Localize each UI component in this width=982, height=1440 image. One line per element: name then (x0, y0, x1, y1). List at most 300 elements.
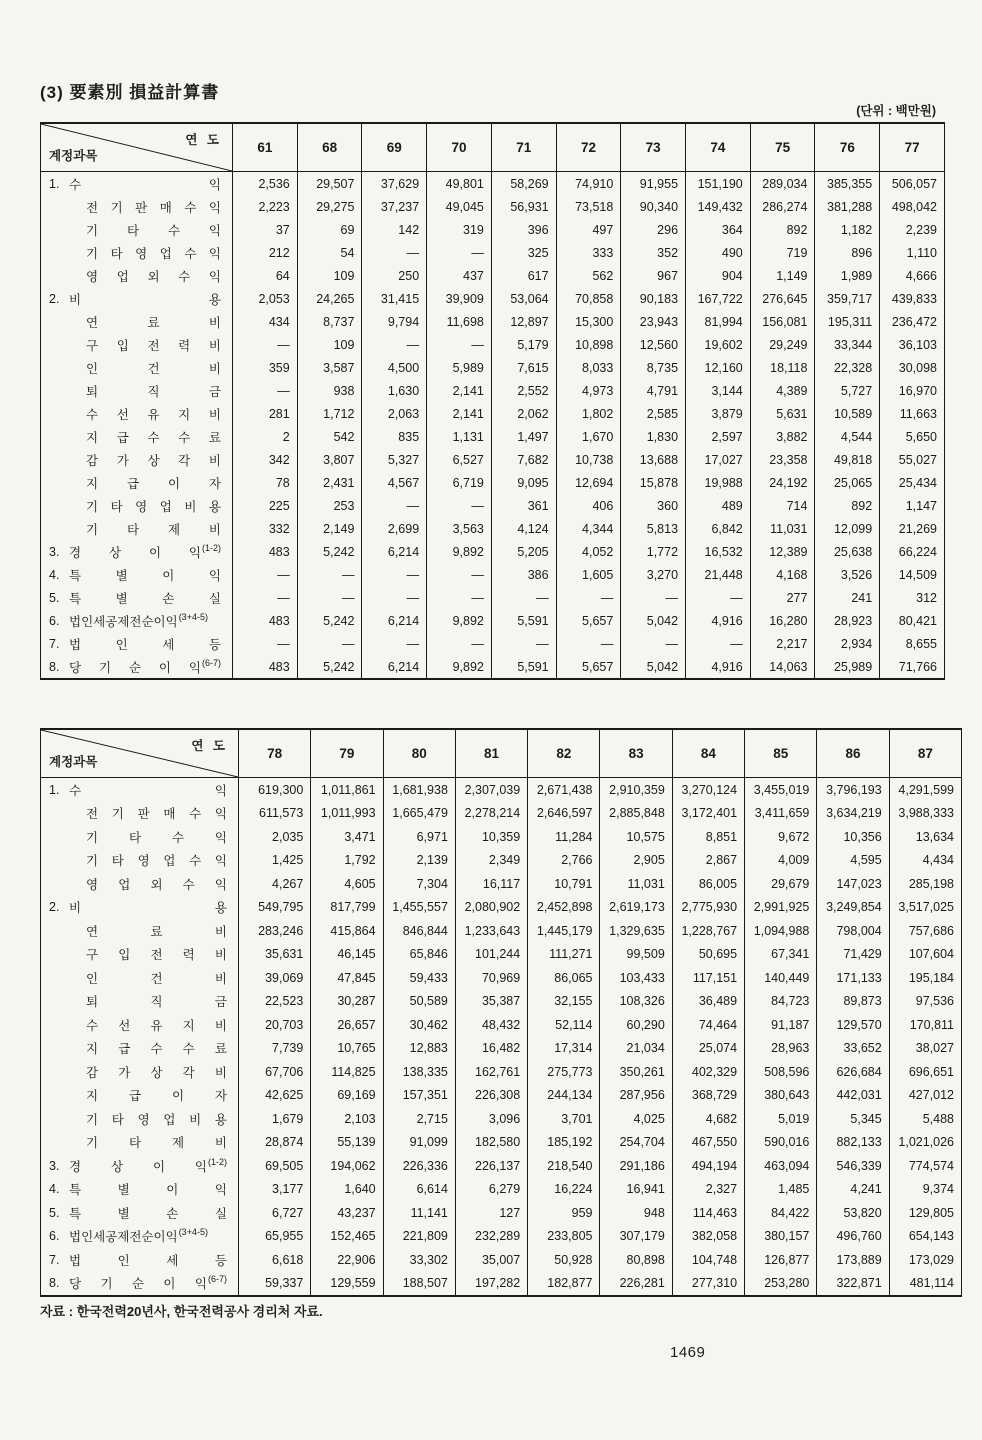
account-label-cell (41, 1013, 239, 1037)
value-cell: — (427, 632, 492, 655)
account-label-text: 비 용 (69, 292, 221, 307)
value-cell: 226,137 (455, 1154, 527, 1178)
year-axis-label: 연 도 (185, 133, 222, 147)
year-column-header: 81 (455, 729, 527, 778)
table-row (41, 287, 945, 310)
value-cell: 1,830 (621, 425, 686, 448)
value-cell: 11,663 (880, 402, 945, 425)
value-cell: 2,552 (491, 379, 556, 402)
value-cell: 42,625 (239, 1084, 311, 1108)
table-row (41, 1201, 962, 1225)
table-row (41, 966, 962, 990)
value-cell: 48,432 (455, 1013, 527, 1037)
value-cell: 489 (686, 494, 751, 517)
value-cell: 3,455,019 (745, 778, 817, 802)
value-cell: 5,591 (491, 609, 556, 632)
value-cell: 368,729 (672, 1084, 744, 1108)
account-label-text: 당 기 순 이 익 (69, 1277, 207, 1292)
value-cell: — (556, 632, 621, 655)
value-cell: 4,344 (556, 517, 621, 540)
value-cell: — (427, 241, 492, 264)
value-cell: 109 (297, 333, 362, 356)
formula-superscript: (3+4-5) (178, 611, 208, 622)
value-cell: 2,766 (528, 849, 600, 873)
value-cell: 162,761 (455, 1060, 527, 1084)
value-cell: 226,336 (383, 1154, 455, 1178)
value-cell: 84,422 (745, 1201, 817, 1225)
value-cell: 232,289 (455, 1225, 527, 1249)
value-cell: 26,657 (311, 1013, 383, 1037)
account-label (41, 875, 238, 893)
value-cell: 107,604 (889, 943, 961, 967)
account-label (41, 612, 232, 630)
year-column-header: 85 (745, 729, 817, 778)
value-cell: 9,892 (427, 609, 492, 632)
value-cell: 846,844 (383, 919, 455, 943)
year-column-header: 69 (362, 123, 427, 172)
value-cell: 3,177 (239, 1178, 311, 1202)
page-title: (3) 要素別 損益計算書 (40, 83, 220, 102)
account-label (41, 175, 232, 193)
year-column-header: 75 (750, 123, 815, 172)
value-cell: 4,009 (745, 849, 817, 873)
value-cell: 4,241 (817, 1178, 889, 1202)
value-cell: 277,310 (672, 1272, 744, 1297)
table-row (41, 172, 945, 196)
value-cell: 276,645 (750, 287, 815, 310)
value-cell: 1,011,861 (311, 778, 383, 802)
value-cell: 5,042 (621, 609, 686, 632)
value-cell: 6,214 (362, 609, 427, 632)
year-axis-label: 연 도 (191, 739, 228, 753)
value-cell: 498,042 (880, 195, 945, 218)
account-label-cell (41, 1201, 239, 1225)
account-label-text: 연 료 비 (86, 924, 227, 939)
value-cell: 8,737 (297, 310, 362, 333)
value-cell: 9,374 (889, 1178, 961, 1202)
value-cell: 104,748 (672, 1248, 744, 1272)
value-cell: 496,760 (817, 1225, 889, 1249)
value-cell: 111,271 (528, 943, 600, 967)
value-cell: 212 (233, 241, 298, 264)
account-label-cell (41, 586, 233, 609)
value-cell: 8,735 (621, 356, 686, 379)
value-cell: 2,063 (362, 402, 427, 425)
table-row (41, 264, 945, 287)
value-cell: 47,845 (311, 966, 383, 990)
value-cell: 835 (362, 425, 427, 448)
value-cell: 2,327 (672, 1178, 744, 1202)
formula-superscript: (3+4-5) (178, 1227, 208, 1238)
value-cell: — (362, 241, 427, 264)
value-cell: 2,619,173 (600, 896, 672, 920)
account-label (41, 969, 238, 987)
table-row (41, 896, 962, 920)
value-cell: 2,715 (383, 1107, 455, 1131)
value-cell: 11,284 (528, 825, 600, 849)
value-cell: 50,695 (672, 943, 744, 967)
value-cell: 4,168 (750, 563, 815, 586)
table-row (41, 517, 945, 540)
value-cell: 151,190 (686, 172, 751, 196)
value-cell: 6,719 (427, 471, 492, 494)
value-cell: 380,157 (745, 1225, 817, 1249)
value-cell: 7,682 (491, 448, 556, 471)
value-cell: 10,356 (817, 825, 889, 849)
value-cell: 3,701 (528, 1107, 600, 1131)
table-header (41, 729, 962, 778)
value-cell: 2,536 (233, 172, 298, 196)
value-cell: 2,934 (815, 632, 880, 655)
value-cell: 157,351 (383, 1084, 455, 1108)
value-cell: 108,326 (600, 990, 672, 1014)
account-label (41, 267, 232, 285)
value-cell: 127 (455, 1201, 527, 1225)
value-cell: 12,560 (621, 333, 686, 356)
value-cell: 11,031 (750, 517, 815, 540)
value-cell: 350,261 (600, 1060, 672, 1084)
value-cell: 36,489 (672, 990, 744, 1014)
account-label-text: 전 기 판 매 수 익 (86, 200, 221, 215)
value-cell: 2,278,214 (455, 802, 527, 826)
row-number: 8. (49, 659, 60, 674)
value-cell: 74,910 (556, 172, 621, 196)
value-cell: 1,228,767 (672, 919, 744, 943)
value-cell: 2,217 (750, 632, 815, 655)
value-cell: 3,988,333 (889, 802, 961, 826)
corner-header-cell (41, 729, 239, 778)
value-cell: 6,614 (383, 1178, 455, 1202)
value-cell: 15,300 (556, 310, 621, 333)
account-label-text: 구 입 전 력 비 (86, 948, 227, 963)
value-cell: 84,723 (745, 990, 817, 1014)
account-label (41, 1180, 238, 1198)
table-row (41, 448, 945, 471)
value-cell: 170,811 (889, 1013, 961, 1037)
value-cell: 4,434 (889, 849, 961, 873)
value-cell: 253 (297, 494, 362, 517)
account-label-text: 수 익 (69, 783, 227, 798)
value-cell: 12,160 (686, 356, 751, 379)
year-column-header: 84 (672, 729, 744, 778)
value-cell: 29,275 (297, 195, 362, 218)
account-label (41, 520, 232, 538)
formula-superscript: (6-7) (201, 657, 221, 668)
value-cell: 364 (686, 218, 751, 241)
value-cell: 5,179 (491, 333, 556, 356)
table-row (41, 586, 945, 609)
value-cell: 21,448 (686, 563, 751, 586)
account-label (41, 290, 232, 308)
value-cell: 5,650 (880, 425, 945, 448)
value-cell: 385,355 (815, 172, 880, 196)
value-cell: 2,149 (297, 517, 362, 540)
table-row (41, 1107, 962, 1131)
value-cell: 967 (621, 264, 686, 287)
value-cell: 20,703 (239, 1013, 311, 1037)
value-cell: 2,646,597 (528, 802, 600, 826)
value-cell: 54 (297, 241, 362, 264)
value-cell: 32,155 (528, 990, 600, 1014)
value-cell: 3,172,401 (672, 802, 744, 826)
value-cell: 1,110 (880, 241, 945, 264)
value-cell: 81,994 (686, 310, 751, 333)
value-cell: 542 (297, 425, 362, 448)
value-cell: 3,517,025 (889, 896, 961, 920)
value-cell: 152,465 (311, 1225, 383, 1249)
value-cell: 2,885,848 (600, 802, 672, 826)
row-number: 5. (49, 590, 60, 605)
account-label-cell (41, 872, 239, 896)
account-label-cell (41, 241, 233, 264)
year-column-header: 68 (297, 123, 362, 172)
row-number: 3. (49, 1158, 60, 1173)
value-cell: 359,717 (815, 287, 880, 310)
value-cell: 5,042 (621, 655, 686, 679)
value-cell: 65,955 (239, 1225, 311, 1249)
value-cell: 253,280 (745, 1272, 817, 1297)
account-label-cell (41, 1037, 239, 1061)
value-cell: 4,025 (600, 1107, 672, 1131)
table-row (41, 402, 945, 425)
value-cell: 3,882 (750, 425, 815, 448)
value-cell: 70,858 (556, 287, 621, 310)
value-cell: 59,337 (239, 1272, 311, 1297)
account-label (41, 1133, 238, 1151)
value-cell: 319 (427, 218, 492, 241)
value-cell: 4,267 (239, 872, 311, 896)
value-cell: — (297, 563, 362, 586)
value-cell: 6,727 (239, 1201, 311, 1225)
value-cell: 904 (686, 264, 751, 287)
value-cell: 56,931 (491, 195, 556, 218)
value-cell: 2,905 (600, 849, 672, 873)
value-cell: 483 (233, 540, 298, 563)
value-cell: 23,943 (621, 310, 686, 333)
value-cell: 10,575 (600, 825, 672, 849)
account-label-cell (41, 517, 233, 540)
value-cell: 2,035 (239, 825, 311, 849)
value-cell: 109 (297, 264, 362, 287)
value-cell: 50,928 (528, 1248, 600, 1272)
row-number: 6. (49, 613, 60, 628)
account-label (41, 474, 232, 492)
value-cell: — (491, 586, 556, 609)
value-cell: 2,349 (455, 849, 527, 873)
account-label-cell (41, 471, 233, 494)
account-label-text: 구 입 전 력 비 (86, 338, 221, 353)
value-cell: 140,449 (745, 966, 817, 990)
account-label (41, 828, 238, 846)
value-cell: 69,169 (311, 1084, 383, 1108)
value-cell: 6,618 (239, 1248, 311, 1272)
value-cell: 71,429 (817, 943, 889, 967)
row-number: 4. (49, 1182, 60, 1197)
value-cell: 67,706 (239, 1060, 311, 1084)
account-label-text: 영 업 외 수 익 (86, 269, 221, 284)
value-cell: 626,684 (817, 1060, 889, 1084)
value-cell: 53,064 (491, 287, 556, 310)
account-label-text: 수 선 유 지 비 (86, 407, 221, 422)
value-cell: 10,589 (815, 402, 880, 425)
value-cell: 80,421 (880, 609, 945, 632)
account-label-cell (41, 1131, 239, 1155)
value-cell: 12,099 (815, 517, 880, 540)
value-cell: — (233, 563, 298, 586)
value-cell: 10,359 (455, 825, 527, 849)
table-row (41, 849, 962, 873)
value-cell: 114,825 (311, 1060, 383, 1084)
table-row (41, 471, 945, 494)
account-label (41, 851, 238, 869)
value-cell: 2,307,039 (455, 778, 527, 802)
value-cell: 15,878 (621, 471, 686, 494)
value-cell: 101,244 (455, 943, 527, 967)
value-cell: 49,045 (427, 195, 492, 218)
value-cell: 17,314 (528, 1037, 600, 1061)
value-cell: 4,500 (362, 356, 427, 379)
corner-header-cell (41, 123, 233, 172)
account-label-text: 지 급 이 자 (86, 1089, 227, 1104)
value-cell: 402,329 (672, 1060, 744, 1084)
value-cell: 39,909 (427, 287, 492, 310)
value-cell: 171,133 (817, 966, 889, 990)
value-cell: 3,563 (427, 517, 492, 540)
table-row (41, 1084, 962, 1108)
account-label-text: 수 익 (69, 177, 221, 192)
value-cell: 6,279 (455, 1178, 527, 1202)
value-cell: 1,630 (362, 379, 427, 402)
value-cell: 37,237 (362, 195, 427, 218)
account-label-cell (41, 540, 233, 563)
value-cell: 415,864 (311, 919, 383, 943)
value-cell: 322,871 (817, 1272, 889, 1297)
account-label (41, 1110, 238, 1128)
value-cell: 798,004 (817, 919, 889, 943)
row-number: 3. (49, 544, 60, 559)
value-cell: 6,842 (686, 517, 751, 540)
account-label-cell (41, 310, 233, 333)
account-label (41, 198, 232, 216)
formula-superscript: (6-7) (207, 1274, 227, 1285)
account-label-cell (41, 825, 239, 849)
value-cell: 5,727 (815, 379, 880, 402)
value-cell: 1,670 (556, 425, 621, 448)
account-label (41, 1086, 238, 1104)
value-cell: 195,311 (815, 310, 880, 333)
value-cell: 463,094 (745, 1154, 817, 1178)
value-cell: 16,941 (600, 1178, 672, 1202)
value-cell: 1,131 (427, 425, 492, 448)
account-label (41, 781, 238, 799)
year-column-header: 87 (889, 729, 961, 778)
account-axis-label: 계정과목 (49, 149, 98, 163)
value-cell: 35,631 (239, 943, 311, 967)
value-cell: 173,889 (817, 1248, 889, 1272)
value-cell: 5,591 (491, 655, 556, 679)
account-label (41, 1274, 238, 1292)
value-cell: 16,224 (528, 1178, 600, 1202)
value-cell: 6,214 (362, 655, 427, 679)
value-cell: 2,080,902 (455, 896, 527, 920)
account-label-text: 기 타 영 업 수 익 (86, 246, 221, 261)
account-label-text: 기 타 영 업 수 익 (86, 854, 227, 869)
year-column-header: 86 (817, 729, 889, 778)
value-cell: 31,415 (362, 287, 427, 310)
value-cell: 36,103 (880, 333, 945, 356)
account-label-cell (41, 1107, 239, 1131)
value-cell: 91,099 (383, 1131, 455, 1155)
year-column-header: 70 (427, 123, 492, 172)
value-cell: 244,134 (528, 1084, 600, 1108)
value-cell: 352 (621, 241, 686, 264)
value-cell: 13,634 (889, 825, 961, 849)
account-label-text: 당 기 순 이 익 (69, 660, 201, 675)
year-column-header: 74 (686, 123, 751, 172)
value-cell: — (621, 632, 686, 655)
value-cell: 1,011,993 (311, 802, 383, 826)
account-label (41, 543, 232, 561)
account-label-text: 연 료 비 (86, 315, 221, 330)
value-cell: 156,081 (750, 310, 815, 333)
value-cell: 195,184 (889, 966, 961, 990)
table-row (41, 1272, 962, 1297)
value-cell: 173,029 (889, 1248, 961, 1272)
row-number: 2. (49, 291, 60, 306)
value-cell: 2 (233, 425, 298, 448)
value-cell: 9,892 (427, 540, 492, 563)
value-cell: — (427, 586, 492, 609)
value-cell: 14,063 (750, 655, 815, 679)
value-cell: 64 (233, 264, 298, 287)
value-cell: 490 (686, 241, 751, 264)
value-cell: 89,873 (817, 990, 889, 1014)
account-label-cell (41, 494, 233, 517)
value-cell: 5,813 (621, 517, 686, 540)
account-label (41, 1227, 238, 1245)
value-cell: 19,988 (686, 471, 751, 494)
account-label-cell (41, 195, 233, 218)
account-label (41, 244, 232, 262)
value-cell: 194,062 (311, 1154, 383, 1178)
value-cell: 3,270,124 (672, 778, 744, 802)
value-cell: 66,224 (880, 540, 945, 563)
value-cell: 381,288 (815, 195, 880, 218)
value-cell: 4,052 (556, 540, 621, 563)
table-row (41, 218, 945, 241)
value-cell: 483 (233, 609, 298, 632)
year-column-header: 82 (528, 729, 600, 778)
year-column-header: 78 (239, 729, 311, 778)
value-cell: 16,970 (880, 379, 945, 402)
table-row (41, 494, 945, 517)
value-cell: — (427, 494, 492, 517)
year-column-header: 61 (233, 123, 298, 172)
table-row (41, 1037, 962, 1061)
value-cell: 126,877 (745, 1248, 817, 1272)
value-cell: 774,574 (889, 1154, 961, 1178)
value-cell: 3,879 (686, 402, 751, 425)
value-cell: 10,791 (528, 872, 600, 896)
value-cell: 1,147 (880, 494, 945, 517)
table-header (41, 123, 945, 172)
value-cell: 30,098 (880, 356, 945, 379)
value-cell: 1,665,479 (383, 802, 455, 826)
row-number: 4. (49, 567, 60, 582)
account-label-text: 전 기 판 매 수 익 (86, 807, 227, 822)
table-row (41, 990, 962, 1014)
value-cell: 147,023 (817, 872, 889, 896)
